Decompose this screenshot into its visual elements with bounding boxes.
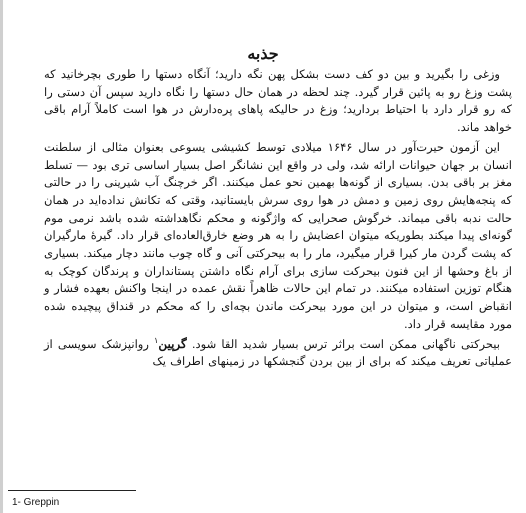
paragraph-3-before: بیحرکتی ناگهانی ممکن است براثر ترس بسیار شدید القا شود.	[186, 336, 500, 351]
greppin-name: گرپین	[158, 336, 187, 351]
paragraph-3	[44, 336, 512, 371]
paragraph-3-after: روانپزشک سویسی از عملیاتی تعریف میکند که برای از بین بردن گنجشکها در زمینهای اطراف یک	[44, 336, 512, 369]
paragraph-1: وزغی را بگیرید و بین دو کف دست بشکل پهن نگه دارید؛ آنگاه دستها را طوری بچرخانید که پشت وزغ رو به پائین قرار گیرد. چند لحظه در همان حال دستها را نگاه دارید سپس آن دستی را که رو قرار دارد با احتیاط بردارید؛ وزغ در حالیکه پاهای پره‌دارش در هوا است کاملاً آرام باقی خواهد ماند.	[44, 67, 512, 135]
footnote-divider	[8, 490, 136, 491]
footnote-marker: ۱	[154, 335, 159, 345]
body-text	[44, 66, 512, 371]
paragraph-2: این آزمون حیرت‌آور در سال ۱۶۴۶ میلادی توسط کشیشی یسوعی بعنوان مثالی از سلطنت انسان بر جهان حیوانات ارائه شد، ولی در واقع این نشانگر اصل بسیار اساسی تری بود — تسلط مغز بر باقی بدن. بسیاری از گونه‌ها بهمین نحو عمل میکنند. اگر خرچنگ آب شیرینی را در حالتی که پنجه‌هایش روی زمین و دمش در هوا روی سرش بایستانید، وقتی که تکانش نداده‌اید در همان حالت ندبه باقی میماند. خرگوش صحرایی که واژگونه و محکم نگاهداشته شده باشد نرمی موم گونه‌ای پیدا میکند بطوریکه میتوان اعضایش را به هر وضع خارق‌العاده‌ای قرار داد. گیرهٔ مارگیران که پشت گردن مار کیرا قرار میگیرد، مار را به بیحرکتی آنی و گاه چوب مانند دچار میکند. بسیاری از باغ وحشها از این فنون بیحرکت سازی برای آرام نگاه داشتن پستانداران و پرندگان کوچک به هنگام توزین استفاده میکنند. در تمام این حالات ظاهراً نقش عمده در اینجا واکنش بعهده فشار و انقباض است، و میتوان در این مورد بیحرکت ماندن بچه‌ای را که محکم در قنداق پیچیده شده مورد مقایسه قرار داد.	[44, 139, 512, 331]
footnote: 1- Greppin	[12, 497, 60, 508]
page-edge-shadow	[0, 0, 3, 513]
chapter-title: جذبه	[247, 44, 279, 63]
